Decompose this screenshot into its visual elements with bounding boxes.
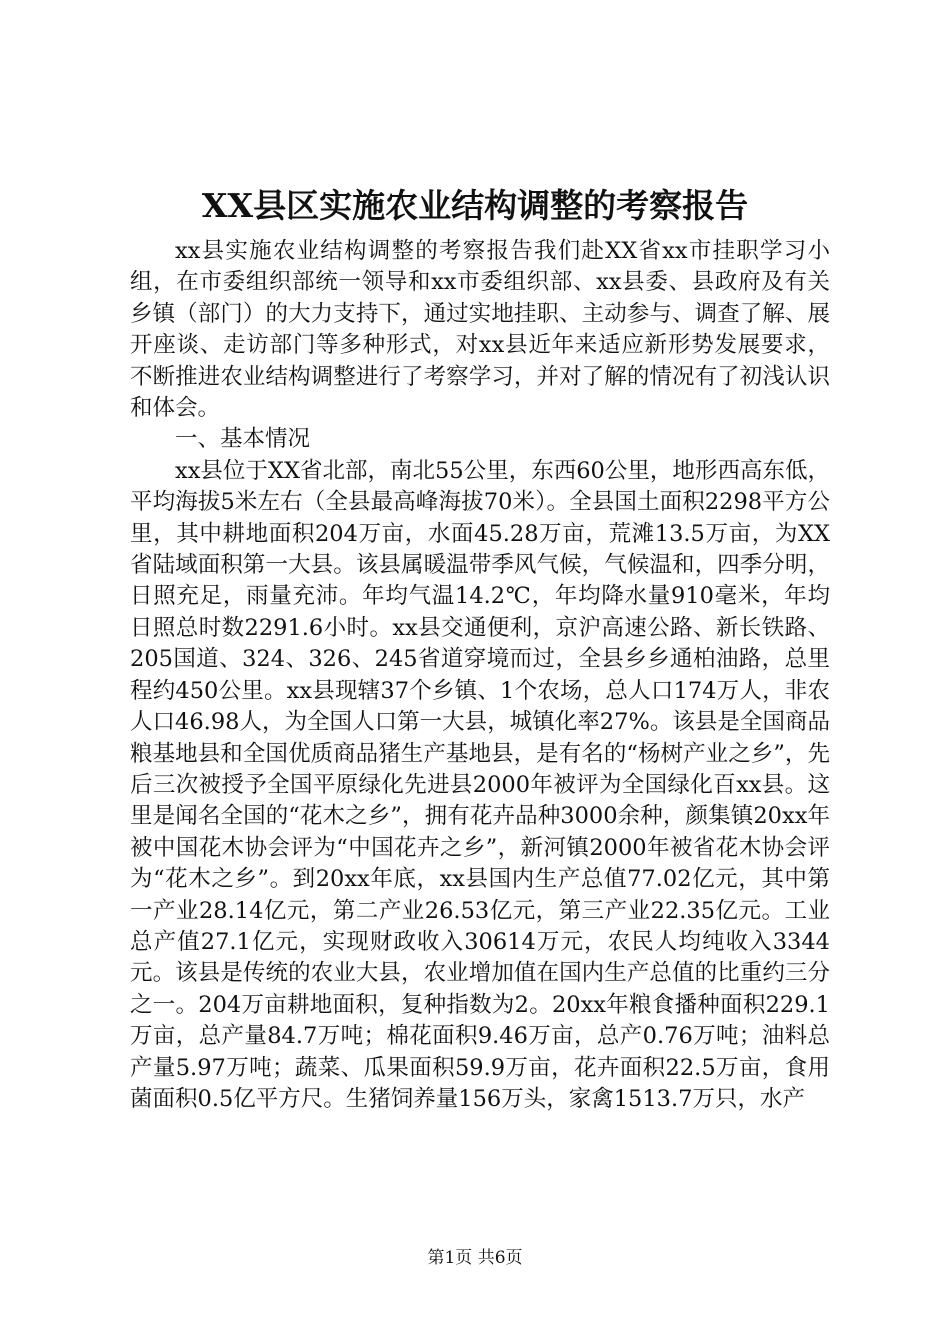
document-body	[130, 236, 830, 1115]
page-footer: 第1页 共6页	[427, 1248, 523, 1268]
document-title: XX县区实施农业结构调整的考察报告	[201, 186, 749, 225]
basic-info-paragraph: xx县位于XX省北部，南北55公里，东西60公里，地形西高东低，平均海拔5米左右（全县最高峰海拔70米）。全县国土面积2298平方公里，其中耕地面积204万亩，水面45.28万亩，荒滩13.5万亩，为XX省陆域面积第一大县。该县属暖温带季风气候，气候温和，四季分明，日照充足，雨量充沛。年均气温14.2℃，年均降水量910毫米，年均日照总时数2291.6小时。xx县交通便利，京沪高速公路、新长铁路、205国道、324、326、245省道穿境而过，全县乡乡通柏油路，总里程约450公里。xx县现辖37个乡镇、1个农场，总人口174万人，非农人口46.98人，为全国人口第一大县，城镇化率27%。该县是全国商品粮基地县和全国优质商品猪生产基地县，是有名的“杨树产业之乡”，先后三次被授予全国平原绿化先进县2000年被评为全国绿化百xx县。这里是闻名全国的“花木之乡”，拥有花卉品种3000余种，颜集镇20xx年被中国花木协会评为“中国花卉之乡”，新河镇2000年被省花木协会评为“花木之乡”。到20xx年底，xx县国内生产总值77.02亿元，其中第一产业28.14亿元，第二产业26.53亿元，第三产业22.35亿元。工业总产值27.1亿元，实现财政收入30614万元，农民人均纯收入3344元。该县是传统的农业大县，农业增加值在国内生产总值的比重约三分之一。204万亩耕地面积，复种指数为2。20xx年粮食播种面积229.1万亩，总产量84.7万吨；棉花面积9.46万亩，总产0.76万吨；油料总产量5.97万吨；蔬菜、瓜果面积59.9万亩，花卉面积22.5万亩，食用菌面积0.5亿平方尺。生猪饲养量156万头，家禽1513.7万只，水产	[130, 457, 830, 1112]
intro-paragraph: xx县实施农业结构调整的考察报告我们赴XX省xx市挂职学习小组，在市委组织部统一领导和xx市委组织部、xx县委、县政府及有关乡镇（部门）的大力支持下，通过实地挂职、主动参与、调查了解、展开座谈、走访部门等多种形式，对xx县近年来适应新形势发展要求，不断推进农业结构调整进行了考察学习，并对了解的情况有了初浅认识和体会。	[130, 238, 830, 422]
section-heading: 一、基本情况	[175, 426, 311, 453]
